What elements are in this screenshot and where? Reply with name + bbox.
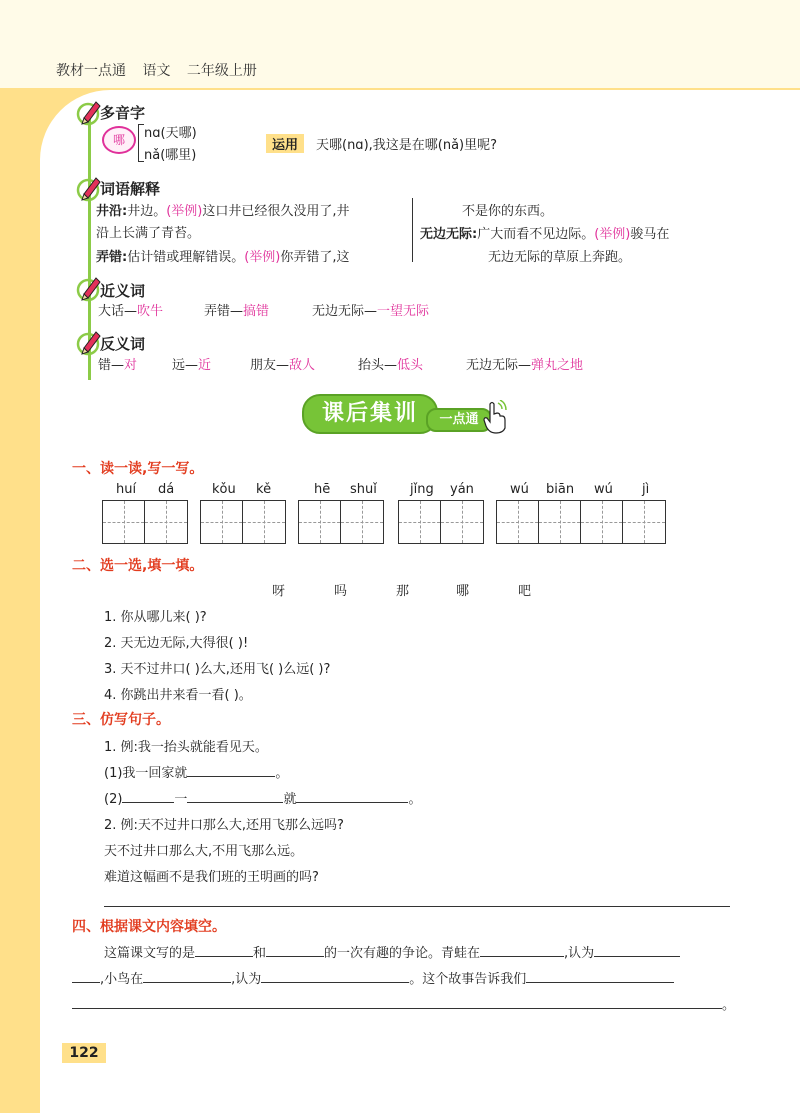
text: 这篇课文写的是 bbox=[104, 946, 196, 961]
word: 无边无际 bbox=[466, 358, 519, 373]
synonym-pair bbox=[312, 300, 429, 319]
explain-item-2 bbox=[96, 246, 350, 265]
term: 弄错: bbox=[96, 250, 128, 265]
antonym-pair bbox=[172, 354, 211, 373]
definition: 井边。 bbox=[127, 204, 167, 219]
header-book: 教材一点通 bbox=[56, 63, 126, 79]
example-tag: (举例) bbox=[244, 250, 281, 265]
pinyin: yán bbox=[450, 482, 474, 497]
q2-item: 3. 天不过井口( )么大,还用飞( )么远( )? bbox=[104, 662, 331, 677]
answer-line[interactable] bbox=[104, 906, 730, 907]
dash: — bbox=[124, 304, 138, 319]
header-subject: 语文 bbox=[142, 63, 171, 79]
antonym-pair bbox=[466, 354, 583, 373]
answer-blank[interactable] bbox=[480, 942, 564, 957]
answer-blank[interactable] bbox=[187, 788, 283, 803]
option-word: 吧 bbox=[518, 584, 532, 599]
dash: — bbox=[384, 358, 398, 373]
synonym-word: 搞错 bbox=[243, 304, 270, 319]
usage-label: 运用 bbox=[266, 134, 304, 153]
example-tag: (举例) bbox=[166, 204, 203, 219]
q2-title: 二、选一选,填一填。 bbox=[72, 558, 204, 574]
q3-item-3: 难道这幅画不是我们班的王明画的吗? bbox=[104, 870, 319, 885]
text: (1)我一回家就 bbox=[104, 766, 188, 781]
antonym-word: 弹丸之地 bbox=[531, 358, 584, 373]
polyphone-char: 哪 bbox=[102, 126, 136, 154]
dash: — bbox=[185, 358, 199, 373]
grid-cell[interactable] bbox=[145, 501, 187, 543]
grid-cell[interactable] bbox=[539, 501, 581, 543]
q4-line-2 bbox=[72, 968, 674, 987]
grid-cell[interactable] bbox=[341, 501, 383, 543]
q2-item: 4. 你跳出井来看一看( )。 bbox=[104, 688, 252, 703]
pinyin: huí bbox=[116, 482, 137, 497]
text: 一 bbox=[174, 792, 188, 807]
text: 就 bbox=[283, 792, 297, 807]
q4-line-3 bbox=[72, 994, 735, 1013]
antonym-word: 低头 bbox=[397, 358, 424, 373]
grid-cell[interactable] bbox=[243, 501, 285, 543]
example: 你弄错了,这 bbox=[280, 250, 350, 265]
word: 大话 bbox=[98, 304, 125, 319]
text: (2) bbox=[104, 792, 123, 807]
grid-cell[interactable] bbox=[441, 501, 483, 543]
answer-blank[interactable] bbox=[266, 942, 324, 957]
banner-title: 课后集训 bbox=[302, 394, 438, 434]
antonym-pair bbox=[98, 354, 137, 373]
option-word: 那 bbox=[396, 584, 410, 599]
running-header bbox=[56, 60, 269, 80]
word: 错 bbox=[98, 358, 112, 373]
answer-blank[interactable] bbox=[296, 788, 408, 803]
word: 弄错 bbox=[204, 304, 231, 319]
word: 远 bbox=[172, 358, 186, 373]
synonyms-title: 近义词 bbox=[100, 282, 146, 300]
explain-title: 词语解释 bbox=[100, 180, 161, 198]
pinyin: hē bbox=[314, 482, 331, 497]
text: ,小鸟在 bbox=[100, 972, 144, 987]
answer-blank[interactable] bbox=[261, 968, 409, 983]
dash: — bbox=[518, 358, 532, 373]
explain-item-3 bbox=[420, 223, 669, 242]
definition: 广大而看不见边际。 bbox=[477, 227, 595, 242]
writing-grid[interactable] bbox=[398, 500, 484, 544]
word: 无边无际 bbox=[312, 304, 365, 319]
pinyin: kǒu bbox=[212, 482, 236, 497]
explain-item-1-cont: 沿上长满了青苔。 bbox=[96, 226, 201, 241]
pinyin: shuǐ bbox=[350, 482, 377, 497]
explain-item-1 bbox=[96, 200, 350, 219]
answer-blank[interactable] bbox=[195, 942, 253, 957]
text: 。 bbox=[408, 792, 422, 807]
grid-cell[interactable] bbox=[299, 501, 341, 543]
answer-blank[interactable] bbox=[143, 968, 231, 983]
writing-grid[interactable] bbox=[102, 500, 188, 544]
reading-1: nɑ(天哪) bbox=[144, 126, 197, 141]
grid-cell[interactable] bbox=[103, 501, 145, 543]
answer-blank[interactable] bbox=[526, 968, 674, 983]
answer-blank[interactable] bbox=[122, 788, 174, 803]
q2-item: 1. 你从哪儿来( )? bbox=[104, 610, 207, 625]
example-tag: (举例) bbox=[594, 227, 631, 242]
q3-example-1: 1. 例:我一抬头就能看见天。 bbox=[104, 740, 268, 755]
synonym-word: 一望无际 bbox=[377, 304, 430, 319]
pinyin: dá bbox=[158, 482, 175, 497]
definition: 估计错或理解错误。 bbox=[127, 250, 245, 265]
usage-text: 天哪(nɑ),我这是在哪(nǎ)里呢? bbox=[316, 138, 498, 153]
text: 和 bbox=[253, 946, 267, 961]
grid-cell[interactable] bbox=[399, 501, 441, 543]
term: 井沿: bbox=[96, 204, 128, 219]
q3-item-2 bbox=[104, 788, 421, 807]
text: ,认为 bbox=[564, 946, 595, 961]
grid-cell[interactable] bbox=[581, 501, 623, 543]
term: 无边无际: bbox=[420, 227, 478, 242]
pinyin: biān bbox=[546, 482, 575, 497]
text: 的一次有趣的争论。青蛙在 bbox=[324, 946, 481, 961]
text: 。 bbox=[722, 998, 736, 1013]
example: 这口井已经很久没用了,井 bbox=[202, 204, 350, 219]
reading-2: nǎ(哪里) bbox=[144, 148, 197, 163]
pinyin: wú bbox=[594, 482, 613, 497]
text: 。这个故事告诉我们 bbox=[409, 972, 527, 987]
antonym-pair bbox=[250, 354, 315, 373]
dash: — bbox=[230, 304, 244, 319]
answer-blank[interactable] bbox=[594, 942, 680, 957]
writing-grid[interactable] bbox=[200, 500, 286, 544]
synonym-pair bbox=[204, 300, 269, 319]
grid-cell[interactable] bbox=[201, 501, 243, 543]
antonym-word: 对 bbox=[124, 358, 138, 373]
text: 。 bbox=[275, 766, 289, 781]
header-grade: 二年级上册 bbox=[186, 63, 257, 79]
answer-blank[interactable] bbox=[72, 994, 722, 1009]
dash: — bbox=[111, 358, 125, 373]
option-word: 呀 bbox=[272, 584, 286, 599]
banner-subtitle: 一点通 bbox=[426, 408, 492, 432]
example: 骏马在 bbox=[630, 227, 670, 242]
page-number: 122 bbox=[62, 1043, 106, 1063]
antonym-word: 敌人 bbox=[289, 358, 316, 373]
q3-example-2-answer: 天不过井口那么大,不用飞那么远。 bbox=[104, 844, 304, 859]
explain-item-3-cont: 无边无际的草原上奔跑。 bbox=[488, 250, 632, 265]
writing-grid[interactable] bbox=[298, 500, 384, 544]
option-word: 哪 bbox=[456, 584, 470, 599]
answer-blank[interactable] bbox=[187, 762, 275, 777]
option-word: 吗 bbox=[334, 584, 348, 599]
grid-cell[interactable] bbox=[623, 501, 665, 543]
grid-cell[interactable] bbox=[497, 501, 539, 543]
polyphone-title: 多音字 bbox=[100, 104, 146, 122]
q3-title: 三、仿写句子。 bbox=[72, 712, 170, 728]
synonym-pair bbox=[98, 300, 163, 319]
q3-example-2: 2. 例:天不过井口那么大,还用飞那么远吗? bbox=[104, 818, 344, 833]
antonym-word: 近 bbox=[198, 358, 212, 373]
pinyin: kě bbox=[256, 482, 272, 497]
synonym-word: 吹牛 bbox=[137, 304, 164, 319]
q4-line-1 bbox=[104, 942, 680, 961]
dash: — bbox=[276, 358, 290, 373]
writing-grid[interactable] bbox=[496, 500, 666, 544]
pinyin: wú bbox=[510, 482, 529, 497]
q2-item: 2. 天无边无际,大得很( )! bbox=[104, 636, 249, 651]
column-divider bbox=[412, 198, 413, 262]
antonym-pair bbox=[358, 354, 423, 373]
explain-item-2-cont: 不是你的东西。 bbox=[462, 204, 554, 219]
pinyin: jǐng bbox=[410, 482, 434, 497]
antonyms-title: 反义词 bbox=[100, 335, 146, 353]
pointer-hand-icon bbox=[480, 400, 508, 434]
answer-blank[interactable] bbox=[72, 968, 100, 983]
text: ,认为 bbox=[231, 972, 262, 987]
word: 朋友 bbox=[250, 358, 277, 373]
q3-item-1 bbox=[104, 762, 288, 781]
dash: — bbox=[364, 304, 378, 319]
q4-title: 四、根据课文内容填空。 bbox=[72, 919, 226, 935]
q1-title: 一、读一读,写一写。 bbox=[72, 461, 204, 477]
word: 抬头 bbox=[358, 358, 385, 373]
pinyin: jì bbox=[642, 482, 650, 497]
